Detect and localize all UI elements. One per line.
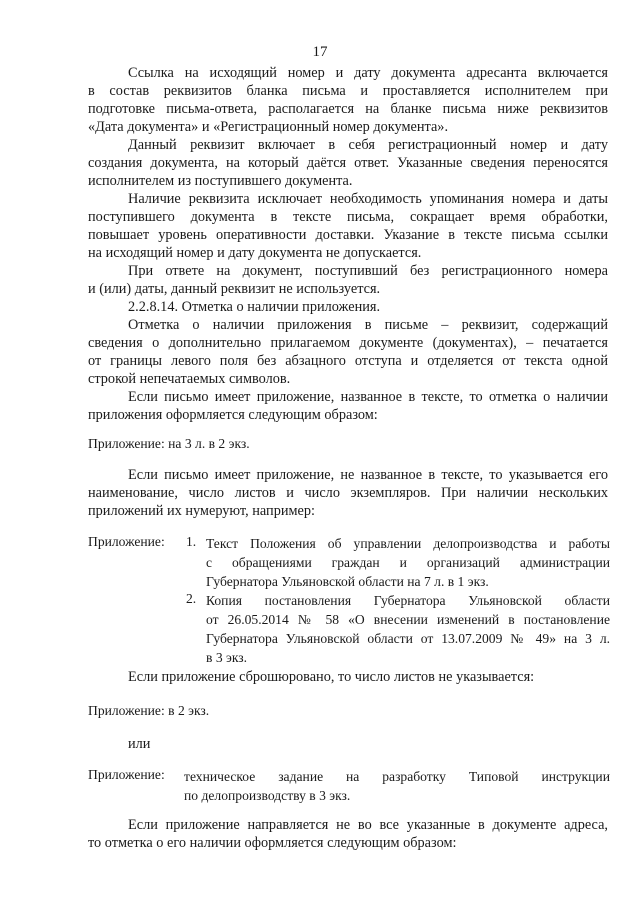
- page-number: 17: [312, 44, 328, 60]
- text-line: «Дата документа» и «Регистрационный номер документа».: [88, 119, 449, 135]
- text-line: то отметка о его наличии оформляется следующим образом:: [88, 835, 457, 851]
- paragraph-named-attachment: [88, 388, 608, 424]
- text-line: подготовке письма-ответа, располагается на бланке письма ниже реквизитов: [88, 101, 608, 117]
- text-line: приложений их нумеруют, например:: [88, 503, 316, 519]
- text-line: создания документа, на который даётся ответ. Указанные сведения переносятся: [88, 155, 608, 171]
- text-line: в 3 экз.: [206, 650, 248, 665]
- paragraph-outgoing-reference: [88, 64, 608, 136]
- attachment-label: Приложение:: [88, 767, 165, 782]
- text-line: с обращениями граждан и организаций администрации: [206, 555, 610, 570]
- attachment-item-number: 2.: [186, 591, 197, 606]
- paragraph-attachment-definition: [88, 316, 608, 388]
- paragraph-requisite-content: [88, 136, 608, 190]
- attachment-example-3: Приложение: в 2 экз.: [88, 703, 210, 718]
- attachment-example-4: [184, 767, 610, 805]
- text-line: сведения о дополнительно прилагаемом документе (документах), – печатается: [88, 335, 608, 351]
- attachment-item-number: 1.: [186, 534, 197, 549]
- text-line: от границы левого поля без абзацного отступа и отделяется от текста одной: [88, 353, 608, 369]
- text-line: При ответе на документ, поступивший без регистрационного номера: [128, 263, 608, 279]
- text-line: Если письмо имеет приложение, не названное в тексте, то указывается его: [128, 467, 608, 483]
- attachment-example-1: Приложение: на 3 л. в 2 экз.: [88, 436, 250, 451]
- text-line: и (или) даты, данный реквизит не используется.: [88, 281, 381, 297]
- text-line: Копия постановления Губернатора Ульяновской области: [206, 593, 610, 608]
- attachment-label: Приложение:: [88, 534, 165, 549]
- text-line: Текст Положения об управлении делопроизводства и работы: [206, 536, 610, 551]
- text-line: на исходящий номер и дату документа не допускается.: [88, 245, 422, 261]
- paragraph-requisite-benefits: [88, 190, 608, 262]
- section-heading: 2.2.8.14. Отметка о наличии приложения.: [128, 299, 381, 315]
- or-word: или: [128, 736, 151, 752]
- text-line: в состав реквизитов бланка письма и проставляется исполнителем при: [88, 83, 608, 99]
- text-line: поступившего документа в тексте письма, сокращает время обработки,: [88, 209, 608, 225]
- text-line: Если приложение направляется не во все указанные в документе адреса,: [128, 817, 608, 833]
- text-line: Если письмо имеет приложение, названное в тексте, то отметка о наличии: [128, 389, 608, 405]
- text-line: приложения оформляется следующим образом:: [88, 407, 378, 423]
- paragraph-unnamed-attachment: [88, 466, 608, 520]
- text-line: повышает уровень оперативности доставки. Указание в тексте письма ссылки: [88, 227, 608, 243]
- paragraph-bound-attachment: Если приложение сброшюровано, то число листов не указывается:: [128, 669, 535, 685]
- paragraph-partial-recipients: [88, 816, 608, 852]
- text-line: по делопроизводству в 3 экз.: [184, 788, 351, 803]
- text-line: Отметка о наличии приложения в письме – реквизит, содержащий: [128, 317, 608, 333]
- text-line: Данный реквизит включает в себя регистрационный номер и дату: [128, 137, 608, 153]
- attachment-item-1: [206, 534, 610, 591]
- paragraph-no-registration: [88, 262, 608, 298]
- text-line: Наличие реквизита исключает необходимость упоминания номера и даты: [128, 191, 608, 207]
- text-line: Губернатора Ульяновской области от 13.07.2009 № 49» на 3 л.: [206, 631, 610, 646]
- text-line: Ссылка на исходящий номер и дату документа адресанта включается: [128, 65, 608, 81]
- text-line: исполнителем из поступившего документа.: [88, 173, 353, 189]
- text-line: Губернатора Ульяновской области на 7 л. в 1 экз.: [206, 574, 489, 589]
- text-line: строкой непечатаемых символов.: [88, 371, 291, 387]
- text-line: от 26.05.2014 № 58 «О внесении изменений в постановление: [206, 612, 610, 627]
- text-line: наименование, число листов и число экземпляров. При наличии нескольких: [88, 485, 608, 501]
- text-line: техническое задание на разработку Типовой инструкции: [184, 769, 610, 784]
- attachment-item-2: [206, 591, 610, 667]
